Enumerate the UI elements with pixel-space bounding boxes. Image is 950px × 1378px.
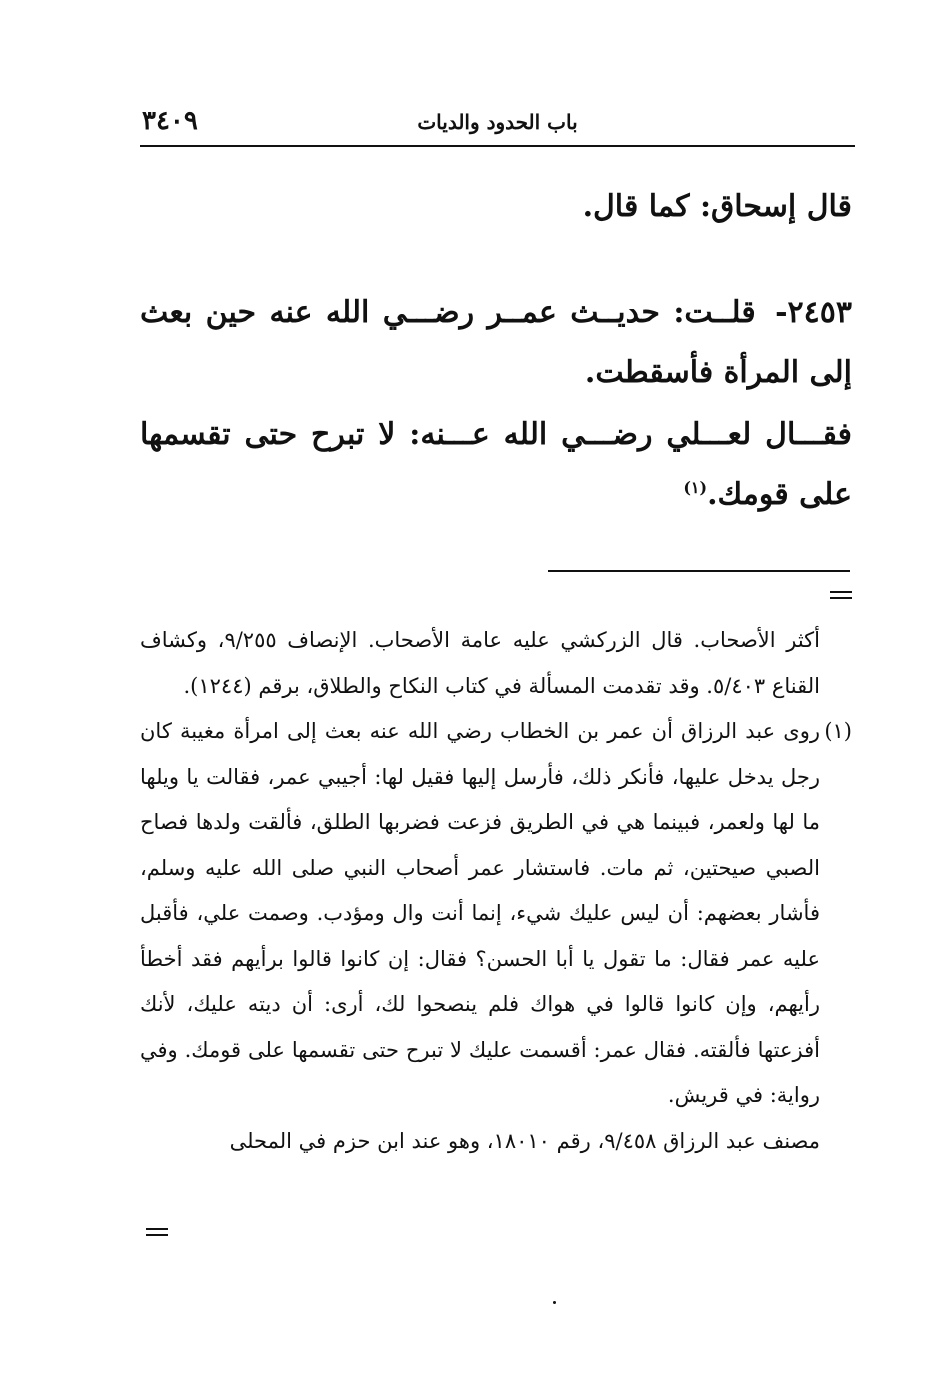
paragraph-3-text: فقـــال لعـــلي رضـــي الله عـــنه: لا تبرح حتى تقسمها على قومك. <box>140 417 852 512</box>
footnote-1-source-text: مصنف عبد الرزاق ٩/٤٥٨، رقم ١٨٠١٠، وهو عند ابن حزم في المحلى <box>229 1128 820 1153</box>
footnote-separator <box>548 570 850 572</box>
header-rule <box>140 145 855 147</box>
footnotes <box>140 618 852 1164</box>
footnote-continues-marker <box>146 1228 168 1236</box>
footnote-continued-marker <box>830 591 852 599</box>
footnote-1-text: روى عبد الرزاق أن عمر بن الخطاب رضي الله عنه بعث إلى امرأة مغيبة كان رجل يدخل عليها، فأنكر ذلك، فأرسل إليها فقيل لها: أجيبي عمر، فقالت يا ويلها ما لها ولعمر، فبينما هي في الطريق فزعت فضربها الطلق، فألقت ولدها فصاح الصبي صيحتين، ثم مات. فاستشار عمر أصحاب النبي صلى الله عليه وسلم، فأشار بعضهم: أن ليس عليك شيء، إنما أنت وال ومؤدب. وصمت علي، فأقبل عليه عمر فقال: ما تقول يا أبا الحسن؟ فقال: إن كانوا قالوا برأيهم فقد أخطأ رأيهم، وإن كانوا قالوا في هواك فلم ينصحوا لك، أرى: أن ديته عليك، لأنك أفزعتها فألقته. فقال عمر: أقسمت عليك لا تبرح حتى تقسمها على قومك. وفي رواية: في قريش. <box>140 719 820 1107</box>
main-paragraph-1: قال إسحاق: كما قال. <box>582 189 852 224</box>
main-paragraph-2 <box>140 283 852 403</box>
footnote-reference: (١) <box>683 478 708 497</box>
running-title: باب الحدود والديات <box>417 110 578 134</box>
footnote-1-marker: (١) <box>824 719 852 743</box>
page-speck <box>553 1301 556 1304</box>
footnote-1 <box>140 709 852 1119</box>
entry-number: ٢٤٥٣- <box>775 295 852 330</box>
entry-text: قلــت: حديــث عمــر رضـــي الله عنه حين بعث إلى المرأة فأسقطت. <box>140 295 852 390</box>
footnote-continuation <box>140 618 852 709</box>
footnote-continuation-text: أكثر الأصحاب. قال الزركشي عليه عامة الأصحاب. الإنصاف ٩/٢٥٥، وكشاف القناع ٥/٤٠٣. وقد تقدمت المسألة في كتاب النكاح والطلاق، برقم (١٢٤٤). <box>140 628 820 698</box>
page-number: ٣٤٠٩ <box>142 106 198 136</box>
page-header <box>140 104 855 144</box>
footnote-1-source <box>140 1119 852 1165</box>
main-paragraph-3 <box>140 405 852 525</box>
